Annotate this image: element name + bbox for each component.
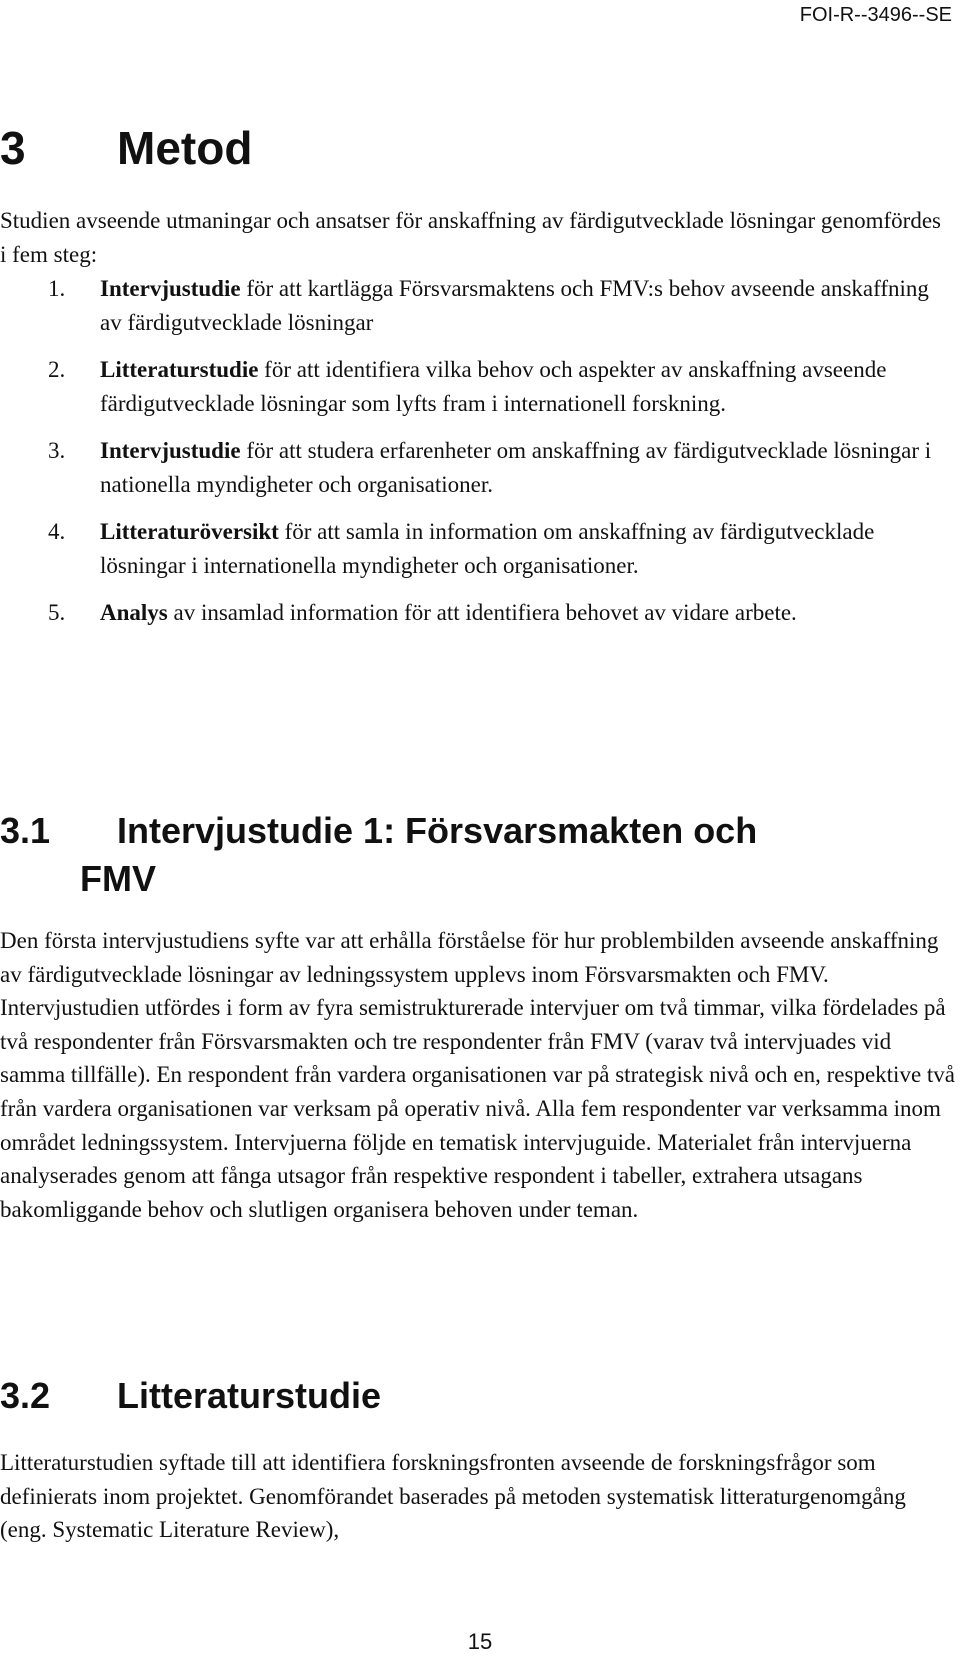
list-item-number: 4. bbox=[48, 519, 66, 544]
list-item bbox=[0, 596, 950, 630]
section-title: Intervjustudie 1: Försvarsmakten och bbox=[117, 810, 758, 851]
list-item-bold: Intervjustudie bbox=[100, 276, 241, 301]
intro-paragraph: Studien avseende utmaningar och ansatser för anskaffning av färdigutvecklade lösningar genomfördes i fem steg: bbox=[0, 208, 941, 267]
section-number: 3.1 bbox=[0, 810, 51, 851]
report-id: FOI-R--3496--SE bbox=[799, 4, 952, 26]
section-number: 3 bbox=[0, 122, 26, 174]
list-item-bold: Litteraturstudie bbox=[100, 357, 259, 382]
list-item-text: för att studera erfarenheter om anskaffning av färdigutvecklade lösningar i nationella myndigheter och organisationer. bbox=[100, 438, 932, 497]
section-3-heading bbox=[0, 122, 253, 174]
list-item-number: 1. bbox=[48, 276, 66, 301]
list-item-text: för att samla in information om anskaffning av färdigutvecklade lösningar i internationella myndigheter och organisationer. bbox=[100, 519, 875, 578]
section-3-1-heading bbox=[0, 807, 757, 903]
list-item-text: för att kartlägga Försvarsmaktens och FMV:s behov avseende anskaffning av färdigutvecklade lösningar bbox=[100, 276, 929, 335]
list-item bbox=[0, 515, 950, 583]
list-item-bold: Analys bbox=[100, 600, 168, 625]
list-item-number: 3. bbox=[48, 438, 66, 463]
section-title: Litteraturstudie bbox=[117, 1375, 382, 1416]
section-number: 3.2 bbox=[0, 1375, 51, 1416]
list-item-number: 2. bbox=[48, 357, 66, 382]
list-item-bold: Litteraturöversikt bbox=[100, 519, 279, 544]
list-item bbox=[0, 353, 950, 421]
list-item-number: 5. bbox=[48, 600, 66, 625]
section-title: Metod bbox=[117, 122, 253, 174]
section-3-1-paragraph: Den första intervjustudiens syfte var att erhålla förståelse för hur problembilden avseende anskaffning av färdigutvecklade lösningar av ledningssystem upplevs inom Försvarsmakten och FMV. Intervjustudien utfördes i form av fyra semistrukturerade intervjuer om två timmar, vilka fördelades på två respondenter från Försvarsmakten och tre respondenter från FMV (varav två intervjuades vid samma tillfälle). En respondent från vardera organisationen var på strategisk nivå och en, respektive två från vardera organisationen var verksam på operativ nivå. Alla fem respondenter var verksamma inom området ledningssystem. Intervjuerna följde en tematisk intervjuguide. Materialet från intervjuerna analyserades genom att fånga utsagor från respektive respondent i tabeller, extrahera utsagans bakomliggande behov och slutligen organisera behoven under teman. bbox=[0, 928, 956, 1222]
list-item-text: för att identifiera vilka behov och aspekter av anskaffning avseende färdigutvecklade lösningar som lyfts fram i internationell forskning. bbox=[100, 357, 887, 416]
section-3-2-paragraph: Litteraturstudien syftade till att identifiera forskningsfronten avseende de forskningsfrågor som definierats inom projektet. Genomförandet baserades på metoden systematisk litteraturgenomgång (eng. Systematic Literature Review), bbox=[0, 1450, 906, 1543]
list-item bbox=[0, 434, 950, 502]
method-steps-list bbox=[0, 272, 950, 643]
page-number: 15 bbox=[467, 1629, 493, 1654]
list-item-bold: Intervjustudie bbox=[100, 438, 241, 463]
section-title-continued: FMV bbox=[80, 858, 156, 899]
list-item-text: av insamlad information för att identifiera behovet av vidare arbete. bbox=[167, 600, 797, 625]
section-3-2-heading bbox=[0, 1372, 381, 1420]
list-item bbox=[0, 272, 950, 340]
